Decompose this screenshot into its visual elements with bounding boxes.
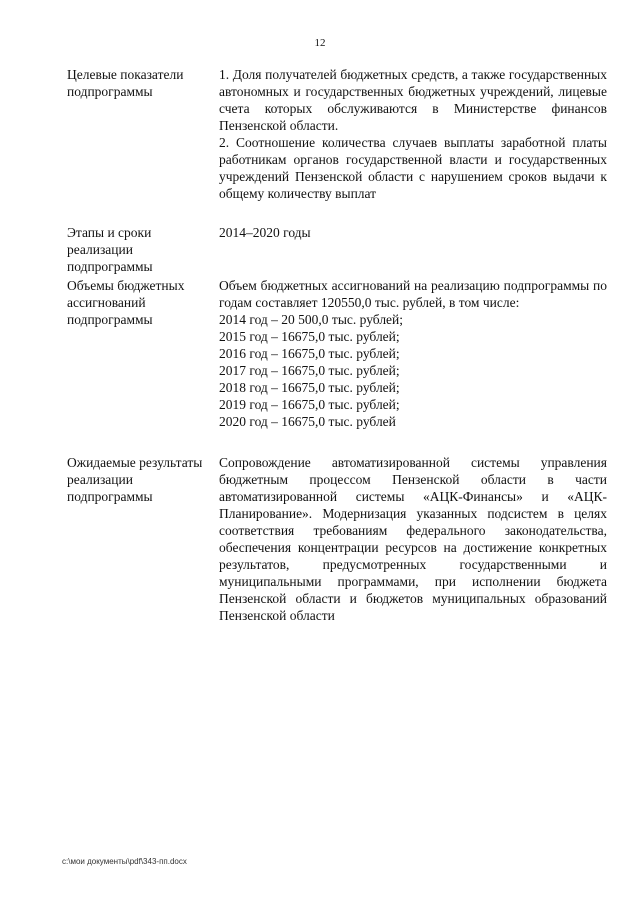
row-content-targets [219,66,607,224]
page-number: 12 [314,37,326,49]
table-row-volumes [67,277,607,454]
row-content-stages [219,224,607,277]
volume-year-2016: 2016 год – 16675,0 тыс. рублей; [219,346,400,361]
target-indicator-1: 1. Доля получателей бюджетных средств, а также государственных автономных и государственных бюджетных учреждений, лицевые счета которых обслуживаются в Министерстве финансов Пензенской области. [219,67,607,133]
volume-year-2018: 2018 год – 16675,0 тыс. рублей; [219,380,400,395]
row-content-results [219,454,607,624]
row-label-targets: Целевые показатели подпрограммы [67,67,184,99]
volume-year-2015: 2015 год – 16675,0 тыс. рублей; [219,329,400,344]
row-label-volumes: Объемы бюджетных ассигнований подпрограммы [67,278,185,327]
footer-file-path: c:\мои документы\pdf\343-пп.docx [62,857,187,866]
volume-year-2017: 2017 год – 16675,0 тыс. рублей; [219,363,400,378]
target-indicator-2: 2. Соотношение количества случаев выплаты заработной платы работникам органов государственной власти и государственных учреждений Пензенской области с нарушением сроков выдачи к общему количеству выплат [219,135,607,201]
expected-results-text: Сопровождение автоматизированной системы управления бюджетным процессом Пензенской области в части автоматизированной системы «АЦК-Финансы» и «АЦК-Планирование». Модернизация указанных подсистем в целях соответствия требованиям федерального законодательства, обеспечения концентрации ресурсов на достижение конкретных результатов, предусмотренных государственными и муниципальными программами, при исполнении бюджета Пензенской области и бюджетов муниципальных образований Пензенской области [219,455,607,623]
volume-year-2014: 2014 год – 20 500,0 тыс. рублей; [219,312,404,327]
table-row-results [67,454,607,624]
passport-table [67,66,607,624]
table-row-targets [67,66,607,224]
table-row-stages [67,224,607,277]
row-label-stages: Этапы и сроки реализации подпрограммы [67,225,153,274]
volume-year-2020: 2020 год – 16675,0 тыс. рублей [219,414,396,429]
volume-year-2019: 2019 год – 16675,0 тыс. рублей; [219,397,400,412]
row-label-results: Ожидаемые результаты реализации подпрограммы [67,455,203,504]
stages-period: 2014–2020 годы [219,225,311,240]
volumes-intro: Объем бюджетных ассигнований на реализацию подпрограммы по годам составляет 120550,0 тыс. рублей, в том числе: [219,278,607,310]
row-content-volumes [219,277,607,454]
